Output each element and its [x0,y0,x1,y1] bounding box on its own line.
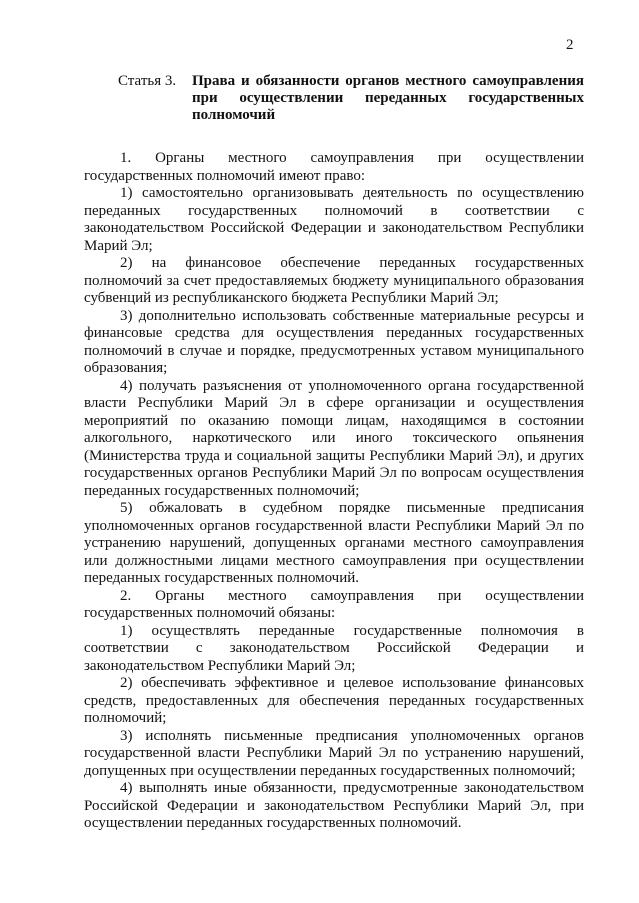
paragraph: 1) осуществлять переданные государственные полномочия в соответствии с законодательством Российской Федерации и законодательством Республики Марий Эл; [84,622,584,674]
paragraph: 4) выполнять иные обязанности, предусмотренные законодательством Российской Федерации и законодательством Республики Марий Эл, при осуществлении переданных государственных полномочий. [84,780,584,831]
paragraph: 5) обжаловать в судебном порядке письменные предписания уполномоченных органов государственной власти Республики Марий Эл по устранению нарушений, допущенных органами местного самоуправления или должностными лицами местного самоуправления при осуществлении переданных государственных полномочий. [84,500,584,586]
article-title: Права и обязанности органов местного самоуправления при осуществлении переданных государственных полномочий [192,73,584,123]
paragraph: 3) исполнять письменные предписания уполномоченных органов государственной власти Республики Марий Эл по устранению нарушений, допущенных при осуществлении переданных государственных полномочий; [84,727,584,779]
article-body [84,150,584,833]
paragraph: 2) обеспечивать эффективное и целевое использование финансовых средств, предоставленных для обеспечения переданных государственных полномочий; [84,675,584,726]
paragraph: 1. Органы местного самоуправления при осуществлении государственных полномочий имеют право: [84,150,584,184]
page-number: 2 [566,37,574,53]
paragraph: 3) дополнительно использовать собственные материальные ресурсы и финансовые средства для осуществления переданных государственных полномочий в случае и порядке, предусмотренных уставом муниципального образования; [84,307,584,376]
paragraph: 2. Органы местного самоуправления при осуществлении государственных полномочий обязаны: [84,587,584,621]
paragraph: 1) самостоятельно организовывать деятельность по осуществлению переданных государственных полномочий в соответствии с законодательством Российской Федерации и законодательством Республики Марий Эл; [84,185,584,254]
paragraph: 2) на финансовое обеспечение переданных государственных полномочий за счет предоставляемых бюджету муниципального образования субвенций из республиканского бюджета Республики Марий Эл; [84,255,584,306]
paragraph: 4) получать разъяснения от уполномоченного органа государственной власти Республики Марий Эл в сфере организации и осуществления мероприятий по оказанию помощи лицам, находящимся в состоянии алкогольного, наркотического или иного токсического опьянения (Министерства труда и социальной защиты Республики Марий Эл), и других государственных органов Республики Марий Эл по вопросам осуществления переданных государственных полномочий; [84,377,584,499]
article-number: Статья 3. [118,73,177,89]
